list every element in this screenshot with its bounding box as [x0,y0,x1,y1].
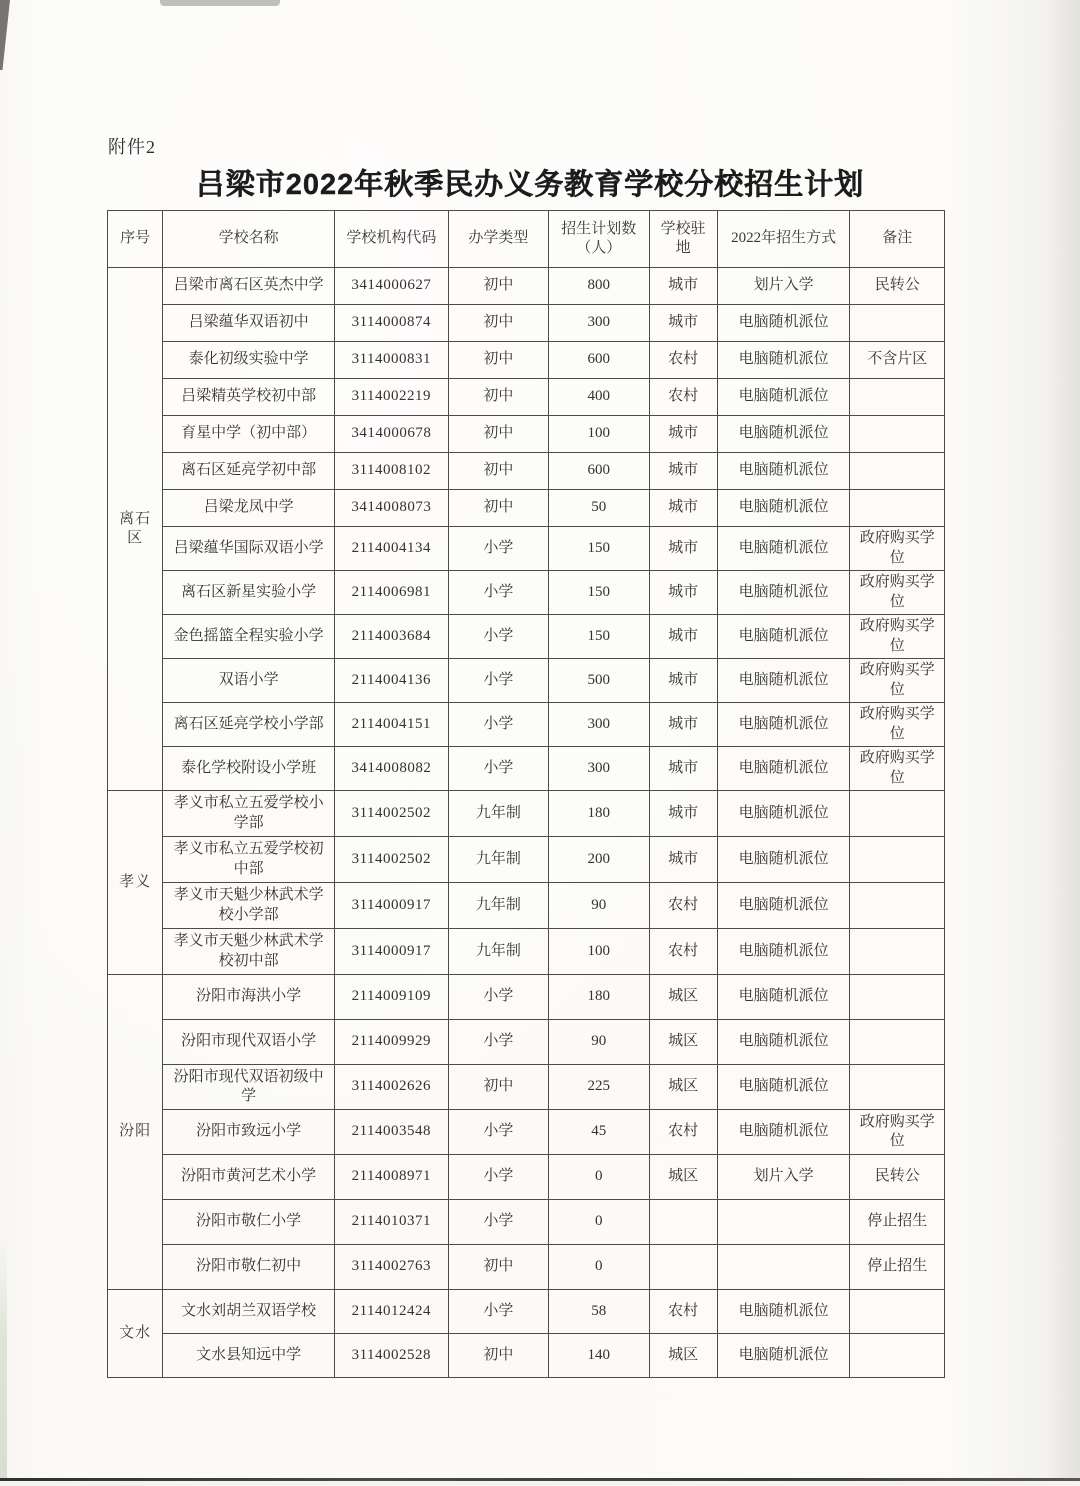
school-code-cell: 2114003684 [335,615,449,659]
scan-left-edge [0,1240,7,1486]
scan-top-smudge [160,0,280,6]
school-name-cell: 离石区延亮学校小学部 [163,703,335,747]
plan-count-cell: 0 [549,1200,649,1245]
table-row [108,1155,945,1200]
remark-cell [850,1065,945,1110]
remark-cell [850,453,945,490]
school-type-cell: 初中 [448,490,548,527]
school-name-cell: 文水刘胡兰双语学校 [163,1290,335,1334]
remark-cell [850,975,945,1020]
remark-cell: 政府购买学位 [850,1110,945,1155]
table-row [108,837,945,883]
plan-count-cell: 500 [549,659,649,703]
school-type-cell: 九年制 [448,837,548,883]
plan-count-cell: 150 [549,615,649,659]
method-cell: 电脑随机派位 [717,453,850,490]
school-code-cell: 3414000627 [335,268,449,305]
school-type-cell: 小学 [448,615,548,659]
remark-cell [850,1290,945,1334]
school-code-cell: 2114006981 [335,571,449,615]
plan-count-cell: 150 [549,571,649,615]
school-code-cell: 3114002626 [335,1065,449,1110]
table-row [108,975,945,1020]
remark-cell: 政府购买学位 [850,615,945,659]
location-cell: 城市 [649,490,717,527]
table-row [108,1290,945,1334]
plan-count-cell: 100 [549,416,649,453]
school-code-cell: 2114004151 [335,703,449,747]
location-cell: 农村 [649,1110,717,1155]
school-type-cell: 初中 [448,416,548,453]
region-cell: 离石区 [108,268,163,791]
school-name-cell: 吕梁精英学校初中部 [163,379,335,416]
table-row [108,615,945,659]
remark-cell [850,929,945,975]
table-row [108,1245,945,1290]
school-name-cell: 孝义市私立五爱学校初中部 [163,837,335,883]
scan-bottom-paper [0,1481,1080,1486]
school-name-cell: 孝义市私立五爱学校小学部 [163,791,335,837]
column-header: 办学类型 [448,211,548,268]
school-code-cell: 3114000831 [335,342,449,379]
school-code-cell: 3114002528 [335,1334,449,1378]
school-name-cell: 双语小学 [163,659,335,703]
remark-cell [850,379,945,416]
column-header: 学校驻地 [649,211,717,268]
method-cell: 电脑随机派位 [717,791,850,837]
table-header [108,211,945,268]
school-name-cell: 孝义市天魁少林武术学校小学部 [163,883,335,929]
method-cell [717,1200,850,1245]
remark-cell: 政府购买学位 [850,703,945,747]
method-cell: 电脑随机派位 [717,416,850,453]
column-header: 2022年招生方式 [717,211,850,268]
location-cell: 农村 [649,1290,717,1334]
remark-cell: 政府购买学位 [850,571,945,615]
method-cell: 电脑随机派位 [717,747,850,791]
method-cell: 电脑随机派位 [717,1020,850,1065]
location-cell: 城市 [649,416,717,453]
method-cell: 电脑随机派位 [717,527,850,571]
school-type-cell: 九年制 [448,883,548,929]
method-cell: 电脑随机派位 [717,490,850,527]
table-row [108,342,945,379]
location-cell [649,1200,717,1245]
plan-count-cell: 90 [549,1020,649,1065]
remark-cell [850,416,945,453]
method-cell: 电脑随机派位 [717,571,850,615]
remark-cell [850,791,945,837]
plan-count-cell: 140 [549,1334,649,1378]
school-code-cell: 2114004134 [335,527,449,571]
plan-count-cell: 225 [549,1065,649,1110]
document-title: 吕梁市2022年秋季民办义务教育学校分校招生计划 [195,169,865,201]
remark-cell [850,883,945,929]
school-name-cell: 汾阳市敬仁初中 [163,1245,335,1290]
remark-cell: 民转公 [850,1155,945,1200]
school-name-cell: 吕梁龙凤中学 [163,490,335,527]
school-type-cell: 小学 [448,1200,548,1245]
school-type-cell: 小学 [448,747,548,791]
remark-cell [850,1020,945,1065]
school-type-cell: 小学 [448,527,548,571]
school-type-cell: 初中 [448,1334,548,1378]
school-code-cell: 2114012424 [335,1290,449,1334]
remark-cell: 民转公 [850,268,945,305]
location-cell: 农村 [649,379,717,416]
school-code-cell: 3114002502 [335,837,449,883]
table-row [108,490,945,527]
location-cell: 农村 [649,342,717,379]
method-cell: 电脑随机派位 [717,837,850,883]
location-cell: 城市 [649,747,717,791]
remark-cell [850,490,945,527]
school-name-cell: 金色摇篮全程实验小学 [163,615,335,659]
location-cell: 农村 [649,883,717,929]
method-cell: 电脑随机派位 [717,659,850,703]
school-type-cell: 小学 [448,1110,548,1155]
school-type-cell: 小学 [448,659,548,703]
location-cell: 城区 [649,1334,717,1378]
table-row [108,305,945,342]
remark-cell [850,1334,945,1378]
plan-count-cell: 90 [549,883,649,929]
location-cell: 城市 [649,268,717,305]
plan-count-cell: 45 [549,1110,649,1155]
table-row [108,453,945,490]
school-name-cell: 泰化初级实验中学 [163,342,335,379]
table-row [108,659,945,703]
column-header: 备注 [850,211,945,268]
school-code-cell: 2114009929 [335,1020,449,1065]
method-cell: 电脑随机派位 [717,1110,850,1155]
method-cell: 电脑随机派位 [717,342,850,379]
method-cell: 电脑随机派位 [717,1065,850,1110]
table-body [108,268,945,1378]
school-type-cell: 九年制 [448,929,548,975]
school-code-cell: 3114008102 [335,453,449,490]
school-name-cell: 汾阳市海洪小学 [163,975,335,1020]
school-type-cell: 初中 [448,342,548,379]
plan-count-cell: 100 [549,929,649,975]
enrollment-plan-table [107,210,945,1378]
school-code-cell: 3114002763 [335,1245,449,1290]
school-type-cell: 小学 [448,703,548,747]
school-name-cell: 汾阳市现代双语初级中学 [163,1065,335,1110]
location-cell: 城区 [649,1155,717,1200]
method-cell: 划片入学 [717,268,850,305]
location-cell: 城市 [649,837,717,883]
school-code-cell: 3414008082 [335,747,449,791]
scan-corner-mark [0,0,10,70]
school-code-cell: 3114000874 [335,305,449,342]
plan-count-cell: 50 [549,490,649,527]
method-cell: 电脑随机派位 [717,379,850,416]
plan-count-cell: 180 [549,975,649,1020]
school-code-cell: 2114008971 [335,1155,449,1200]
table-row [108,1065,945,1110]
method-cell: 划片入学 [717,1155,850,1200]
school-type-cell: 小学 [448,1155,548,1200]
remark-cell [850,837,945,883]
table-row [108,703,945,747]
method-cell: 电脑随机派位 [717,883,850,929]
plan-count-cell: 58 [549,1290,649,1334]
plan-count-cell: 800 [549,268,649,305]
remark-cell: 停止招生 [850,1200,945,1245]
table-row [108,747,945,791]
school-type-cell: 小学 [448,571,548,615]
table-row [108,571,945,615]
plan-count-cell: 200 [549,837,649,883]
location-cell: 城市 [649,527,717,571]
region-cell: 文水 [108,1290,163,1378]
school-name-cell: 孝义市天魁少林武术学校初中部 [163,929,335,975]
plan-count-cell: 600 [549,342,649,379]
column-header: 学校名称 [163,211,335,268]
school-type-cell: 小学 [448,975,548,1020]
table-row [108,1020,945,1065]
remark-cell: 政府购买学位 [850,747,945,791]
location-cell: 城市 [649,703,717,747]
school-type-cell: 初中 [448,1065,548,1110]
location-cell: 城市 [649,453,717,490]
region-cell: 孝义 [108,791,163,975]
school-name-cell: 吕梁市离石区英杰中学 [163,268,335,305]
school-code-cell: 3114002219 [335,379,449,416]
remark-cell: 停止招生 [850,1245,945,1290]
location-cell [649,1245,717,1290]
plan-count-cell: 0 [549,1155,649,1200]
table-row [108,1110,945,1155]
school-type-cell: 初中 [448,453,548,490]
attachment-label: 附件2 [108,137,156,157]
school-code-cell: 2114010371 [335,1200,449,1245]
remark-cell [850,305,945,342]
location-cell: 城区 [649,1020,717,1065]
column-header: 招生计划数（人） [549,211,649,268]
plan-count-cell: 300 [549,703,649,747]
school-name-cell: 泰化学校附设小学班 [163,747,335,791]
table-row [108,883,945,929]
table-row [108,929,945,975]
school-name-cell: 吕梁蕴华双语初中 [163,305,335,342]
remark-cell: 政府购买学位 [850,659,945,703]
school-name-cell: 文水县知远中学 [163,1334,335,1378]
table-row [108,1200,945,1245]
location-cell: 农村 [649,929,717,975]
plan-count-cell: 0 [549,1245,649,1290]
school-code-cell: 3114002502 [335,791,449,837]
region-cell: 汾阳 [108,975,163,1290]
method-cell: 电脑随机派位 [717,1334,850,1378]
table-row [108,268,945,305]
method-cell: 电脑随机派位 [717,975,850,1020]
school-type-cell: 初中 [448,379,548,416]
method-cell: 电脑随机派位 [717,1290,850,1334]
school-name-cell: 汾阳市敬仁小学 [163,1200,335,1245]
school-code-cell: 3114000917 [335,929,449,975]
school-type-cell: 九年制 [448,791,548,837]
plan-count-cell: 400 [549,379,649,416]
plan-count-cell: 300 [549,747,649,791]
school-type-cell: 小学 [448,1020,548,1065]
school-name-cell: 汾阳市黄河艺术小学 [163,1155,335,1200]
location-cell: 城市 [649,305,717,342]
school-name-cell: 吕梁蕴华国际双语小学 [163,527,335,571]
school-code-cell: 3414000678 [335,416,449,453]
table-row [108,527,945,571]
school-name-cell: 汾阳市现代双语小学 [163,1020,335,1065]
table-row [108,416,945,453]
location-cell: 城区 [649,975,717,1020]
method-cell [717,1245,850,1290]
location-cell: 城市 [649,571,717,615]
plan-count-cell: 180 [549,791,649,837]
school-type-cell: 初中 [448,305,548,342]
school-code-cell: 3414008073 [335,490,449,527]
method-cell: 电脑随机派位 [717,305,850,342]
school-code-cell: 3114000917 [335,883,449,929]
school-code-cell: 2114003548 [335,1110,449,1155]
plan-count-cell: 150 [549,527,649,571]
school-code-cell: 2114004136 [335,659,449,703]
location-cell: 城市 [649,791,717,837]
scan-right-shading [1046,0,1080,1486]
remark-cell: 不含片区 [850,342,945,379]
plan-count-cell: 600 [549,453,649,490]
school-type-cell: 小学 [448,1290,548,1334]
school-name-cell: 离石区新星实验小学 [163,571,335,615]
table-row [108,1334,945,1378]
school-name-cell: 育星中学（初中部） [163,416,335,453]
location-cell: 城市 [649,659,717,703]
remark-cell: 政府购买学位 [850,527,945,571]
method-cell: 电脑随机派位 [717,615,850,659]
column-header: 学校机构代码 [335,211,449,268]
school-name-cell: 离石区延亮学初中部 [163,453,335,490]
location-cell: 城市 [649,615,717,659]
school-name-cell: 汾阳市致远小学 [163,1110,335,1155]
location-cell: 城区 [649,1065,717,1110]
school-type-cell: 初中 [448,1245,548,1290]
school-type-cell: 初中 [448,268,548,305]
method-cell: 电脑随机派位 [717,929,850,975]
method-cell: 电脑随机派位 [717,703,850,747]
column-header: 序号 [108,211,163,268]
plan-count-cell: 300 [549,305,649,342]
school-code-cell: 2114009109 [335,975,449,1020]
table-row [108,791,945,837]
table-header-row [108,211,945,268]
table-row [108,379,945,416]
